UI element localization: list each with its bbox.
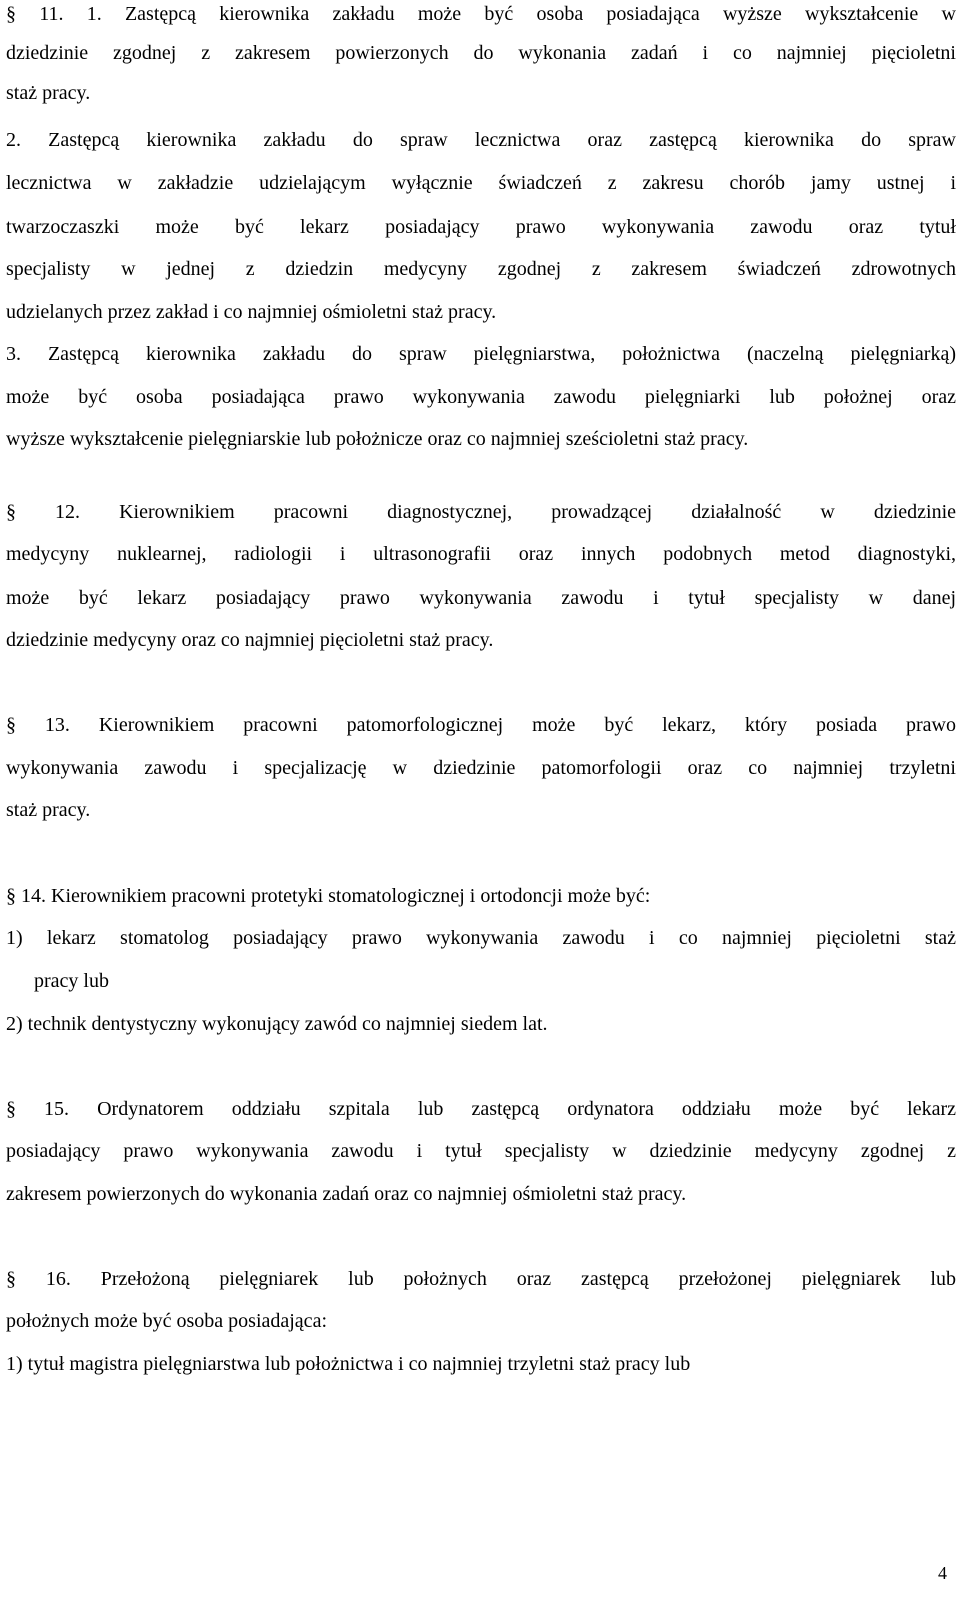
text-line: dziedzinie zgodnej z zakresem powierzonych do wykonania zadań i co najmniej pięcioletni (6, 42, 956, 64)
text-line: może być lekarz posiadający prawo wykonywania zawodu i tytuł specjalisty w danej (6, 587, 956, 609)
text-line: wyższe wykształcenie pielęgniarskie lub położnicze oraz co najmniej sześcioletni staż pracy. (6, 428, 749, 450)
text-line: zakresem powierzonych do wykonania zadań oraz co najmniej ośmioletni staż pracy. (6, 1183, 687, 1205)
text-line: § 14. Kierownikiem pracowni protetyki stomatologicznej i ortodoncji może być: (6, 885, 651, 907)
list-item: 1) lekarz stomatolog posiadający prawo wykonywania zawodu i co najmniej pięcioletni staż (6, 927, 956, 949)
page-number: 4 (938, 1563, 947, 1583)
text-line: 2. Zastępcą kierownika zakładu do spraw lecznictwa oraz zastępcą kierownika do spraw (6, 129, 956, 151)
text-line: wykonywania zawodu i specjalizację w dziedzinie patomorfologii oraz co najmniej trzyletni (6, 757, 956, 779)
text-line: § 11. 1. Zastępcą kierownika zakładu może być osoba posiadająca wyższe wykształcenie w (6, 3, 956, 25)
text-line: staż pracy. (6, 799, 91, 821)
text-line: lecznictwa w zakładzie udzielającym wyłącznie świadczeń z zakresu chorób jamy ustnej i (6, 172, 956, 194)
text-line: § 15. Ordynatorem oddziału szpitala lub zastępcą ordynatora oddziału może być lekarz (6, 1098, 956, 1120)
text-line: położnych może być osoba posiadająca: (6, 1310, 327, 1332)
list-item: 1) tytuł magistra pielęgniarstwa lub położnictwa i co najmniej trzyletni staż pracy lub (6, 1353, 691, 1375)
text-line: § 12. Kierownikiem pracowni diagnostycznej, prowadzącej działalność w dziedzinie (6, 501, 956, 523)
text-line: twarzoczaszki może być lekarz posiadający prawo wykonywania zawodu oraz tytuł (6, 216, 956, 238)
text-line: udzielanych przez zakład i co najmniej ośmioletni staż pracy. (6, 301, 497, 323)
list-item: 2) technik dentystyczny wykonujący zawód co najmniej siedem lat. (6, 1013, 548, 1035)
text-line: dziedzinie medycyny oraz co najmniej pięcioletni staż pracy. (6, 629, 494, 651)
text-line: może być osoba posiadająca prawo wykonywania zawodu pielęgniarki lub położnej oraz (6, 386, 956, 408)
text-line: § 16. Przełożoną pielęgniarek lub położnych oraz zastępcą przełożonej pielęgniarek lub (6, 1268, 956, 1290)
text-line: specjalisty w jednej z dziedzin medycyny zgodnej z zakresem świadczeń zdrowotnych (6, 258, 956, 280)
text-line: 3. Zastępcą kierownika zakładu do spraw pielęgniarstwa, położnictwa (naczelną pielęgniarką) (6, 343, 956, 365)
list-item-continuation: pracy lub (34, 970, 109, 992)
text-line: § 13. Kierownikiem pracowni patomorfologicznej może być lekarz, który posiada prawo (6, 714, 956, 736)
text-line: medycyny nuklearnej, radiologii i ultrasonografii oraz innych podobnych metod diagnostyki, (6, 543, 956, 565)
text-line: staż pracy. (6, 82, 91, 104)
text-line: posiadający prawo wykonywania zawodu i tytuł specjalisty w dziedzinie medycyny zgodnej z (6, 1140, 956, 1162)
